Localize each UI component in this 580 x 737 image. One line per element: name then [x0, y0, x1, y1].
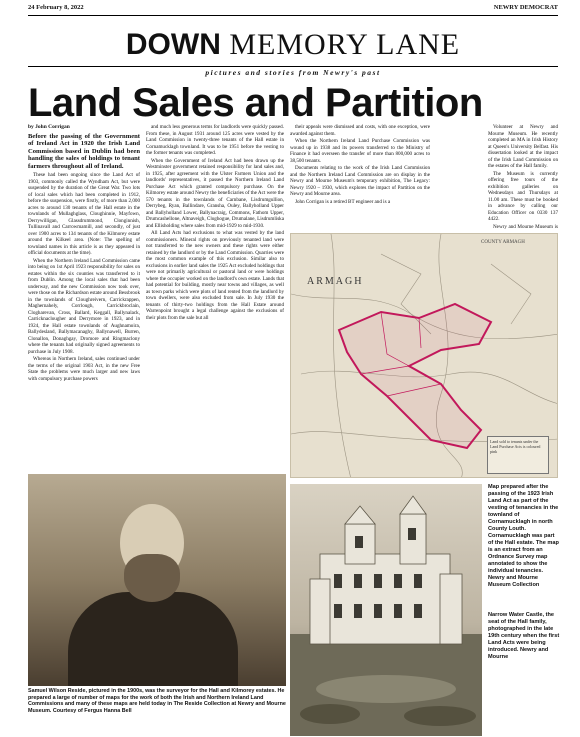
masthead-rule [28, 66, 558, 67]
article-paragraph: John Corrigan is a retired BT engineer and is a [295, 198, 391, 205]
map-caption: Map prepared after the passing of the 1923 Irish Land Act as part of the vesting of tenancies in the townland of Cornamucklagh in north County Louth. Cornamucklagh was part of the Hall estate. The map is an extract from an Ordnance Survey map annotated to show the individual tenancies. Newry and Mourne Museum Collection [488, 484, 559, 588]
article-byline: by John Corrigan [28, 124, 70, 130]
map-sheet-label: COUNTY ARMAGH [481, 240, 525, 245]
article-paragraph: All Land Acts had exclusions to what was vested by the land commissioners. Mineral rights on previously tenanted land were not transferred to the new owners and these rights were either retained by the landlord or by the Land Commission. Quarries were the most common example of this exclusion. Similar also to exclusions in earlier land sales the 1925 Act excluded holdings that were not primarily agricultural or pastoral land or were holdings where the occupier worked on the landlord's own estate. Lands that had potential for building, mostly near towns and villages, as well as town parks which were plots of land rented from the landlord by town dwellers, were also excluded from sale. In July 1930 the tenants of thirty-two holdings from the Hall Estate around Warrenpoint brought a legal challenge against the exclusions of their plots from the sale but all [146, 230, 284, 321]
masthead [28, 28, 558, 62]
article-paragraph: their appeals were dismissed and costs, with one exception, were awarded against them. [290, 124, 430, 137]
article-paragraph: When the Northern Ireland Land Purchase Commission was wound up in 1938 and its powers transferred to the Ministry of Finance it had overseen the transfer of more than 800,000 acres to 38,500 tenants. [290, 138, 430, 164]
article-paragraph: When the Northern Ireland Land Commission came into being on 1st April 1923 responsibility for sales on estates within the six counties was transferred to it from Dublin. Among the local sales that had been underway, and the new Commission now took over, were those on the Richardson estate around Bessbrook in the townlands of Cloughreivern, Carrickrappen, Maghernahely, Corrlough, Carrickbroclain, Clogharevan, Cross, Ballard, Keggall, Ballynalack, Carricknaclougher and Derrymore in 1923, and in 1924, the Hall estate townlands of Aughnamoira, Ballydesland, Ballymacanaghy, Ballynawell, Burren, Clonallon, Donaghgay, Dromore and Ringmaclony where the tenants had originally signed agreements to purchase in July 1908. [28, 257, 140, 355]
portrait-photo [28, 474, 286, 686]
tenancy-boundary [339, 304, 491, 448]
paper-name: NEWRY DEMOCRAT [493, 4, 558, 11]
masthead-tagline: pictures and stories from Newry's past [205, 68, 381, 77]
article-paragraph: The Museum is currently offering free tours of the exhibition galleries on Wednesdays and Thursdays at 11.00 am. These must be booked in advance by calling our Education Officer on 0330 137 4422. [488, 170, 558, 222]
article-column-2 [146, 124, 284, 470]
article-lead: Before the passing of the Government of Ireland Act in 1920 the Irish Land Commission based in Dublin had been handling the sales of holdings to tenant farmers throughout all of Ireland. [28, 132, 140, 170]
page-date: 24 February 8, 2022 [28, 4, 84, 11]
article-paragraph: Volunteer at Newry and Mourne Museum. He recently completed an MA in Irish History at Queen's University Belfast. His dissertation looked at the impact of the Irish Land Commission on the estates of the Hall family. [488, 124, 558, 169]
map-place-label: ARMAGH [307, 276, 364, 287]
article-column-1 [28, 124, 140, 470]
portrait-beard [124, 554, 180, 602]
header-rule [28, 15, 558, 16]
masthead-down: DOWN [125, 28, 221, 61]
masthead-memory-lane: MEMORY LANE [220, 28, 461, 61]
portrait-caption: Samuel Wilson Reside, pictured in the 1900s, was the surveyor for the Hall and Kilmorey estates. He prepared a large of number of maps for the work of both the Irish and Northern Ireland Land Commissions and many of these maps are held today in The Reside Collection at Newry and Mourne Museum. Courtesy of Fergus Hanna Bell [28, 688, 286, 714]
portrait-coat [68, 592, 238, 686]
castle-drawing [290, 484, 482, 736]
article-paragraph: and much less generous terms for landlords were quickly passed. From these, in August 1931 around 125 acres were vested by the Land Commission in twenty-three tenants of the Hall estate in Cornamucklagh townland. It was to be 1951 before the vesting to the former tenants was completed. [146, 124, 284, 156]
map-legend: Land sold to tenants under the Land Purchase Acts is coloured pink [487, 436, 549, 474]
article-paragraph: Whereas in Northern Ireland, sales continued under the terms of the original 1903 Act, in the new Free State the problems were much larger and new laws with compulsory purchase powers [28, 356, 140, 382]
article-headline: Land Sales and Partition [28, 81, 483, 125]
article-paragraph: Documents relating to the work of the Irish Land Commission and the Northern Ireland Land Commission are on display in the Newry and Mourne Museum's temporary exhibition, The Legacy: Newry 1920 – 1930, which explores the impact of Partition on the Newry and Mourne area. [290, 165, 430, 197]
ordnance-survey-map [290, 233, 558, 478]
article-paragraph: Newry and Mourne Museum is [493, 223, 558, 230]
article-paragraph: When the Government of Ireland Act had been drawn up the Westminster government retained responsibility for land sales and, in 1925, after agreement with the Ulster Farmers Union and the landlords' representatives, it passed the Northern Ireland Land Purchase Act which granted compulsory purchase. On the Kilmorey estate around Newry the beneficiaries of the Act were the 570 tenants in the townlands of Carnbane, Lisdrumgullion, Derrybeg, Ryan, Ballindare, Granshа, Ouley, Ballyholland Upper and Ballyholland Lower, Ballynacraig, Commons, Fathom Upper, Drumcashellone, Altnaveigh, Cloghogue, Drumalane, Lisdrumliska and Ellisholding where sales from mid-1929 to mid-1930. [146, 157, 284, 229]
castle-photo [290, 484, 482, 736]
article-column-3 [290, 124, 430, 230]
article-paragraph: These had been ongoing since the Land Act of 1903, commonly called the Wyndham Act, but were suspended by the duration of the Great War. Two lots of local sales which had been completed in 1912, before the suspension, were firstly, of more than 2,000 acres to around 130 tenants of the Hall estate in the townlands of Mullaghglass, Cloughinnie, Mayfown, Derrywilligan, Glassdrummond, Clonginnish, Tullinavall and Carrowmamill, and secondly, of just over 1900 acres to 134 tenants of the Kilmorey estate around the Kilkeel area. (Note: The spelling of townland names in this article is as they appeared in official documents at the time). [28, 172, 140, 257]
castle-caption: Narrow Water Castle, the seat of the Hall family, photographed in the late 19th century when the first Land Acts were being introduced. Newry and Mourne [488, 612, 560, 660]
article-column-4 [488, 124, 558, 230]
